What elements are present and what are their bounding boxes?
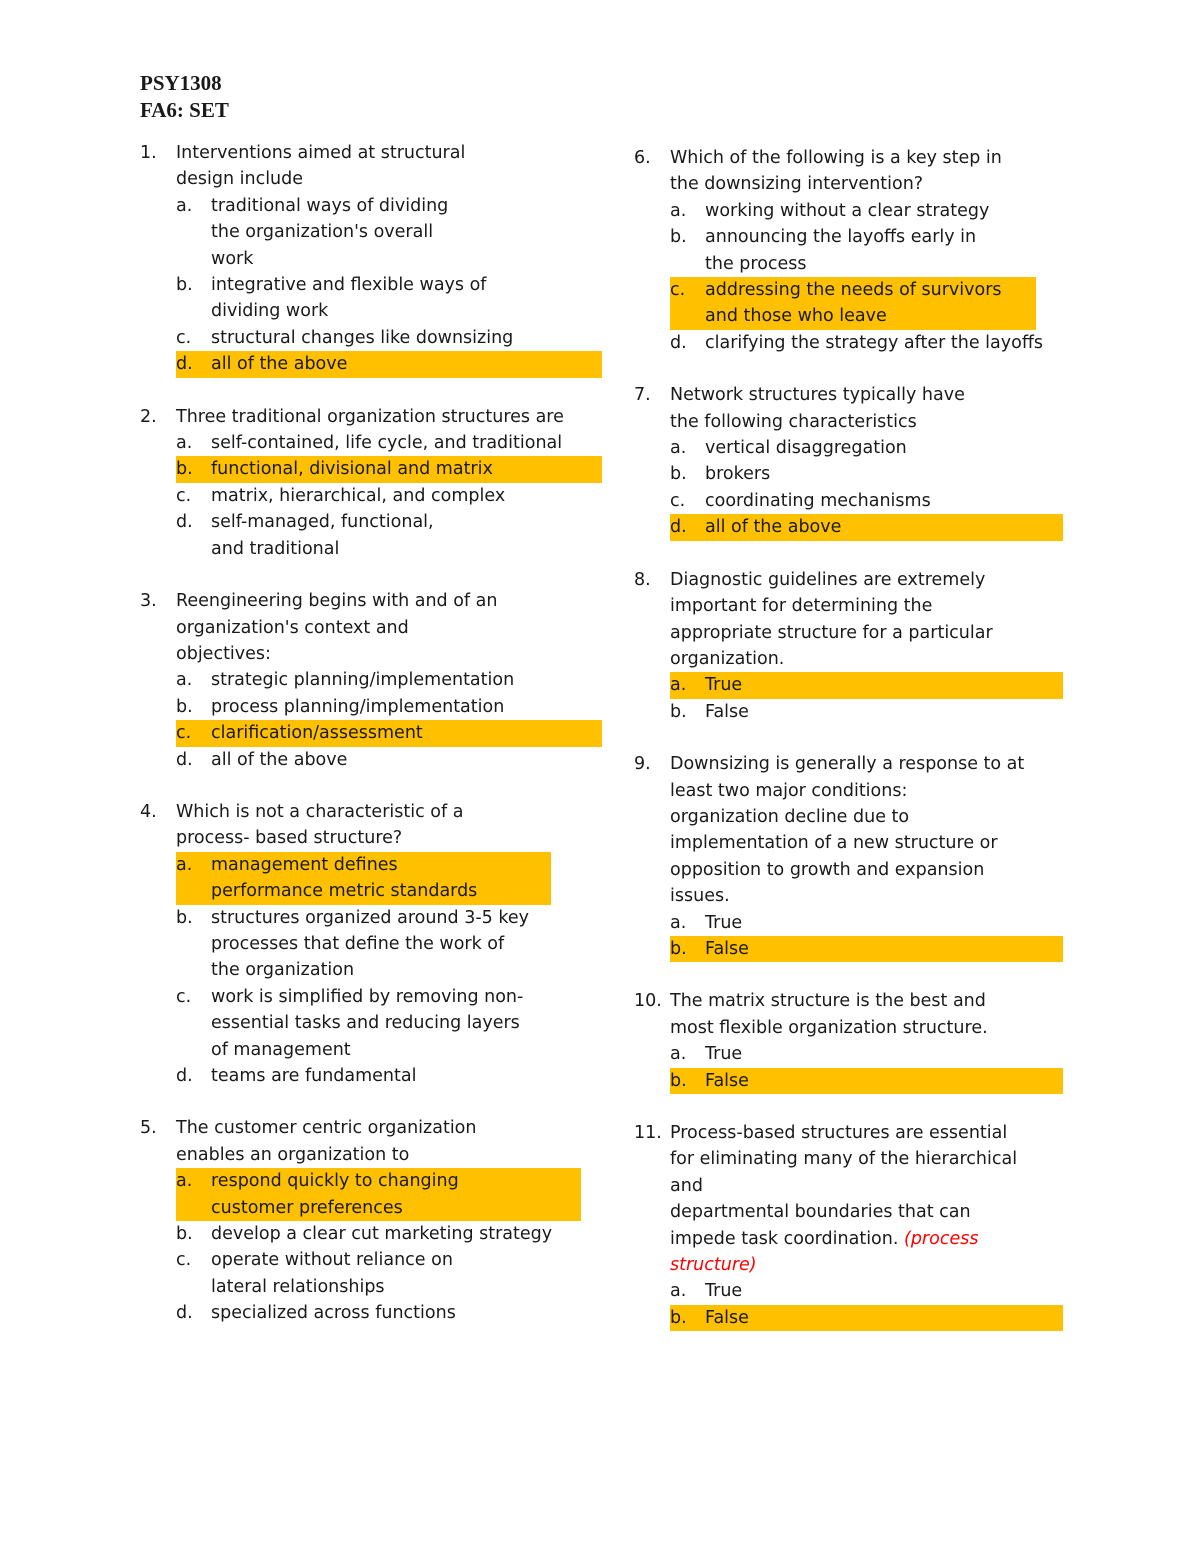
option-letter: d. — [670, 517, 687, 538]
question-3 — [140, 588, 580, 773]
option-text: all of the above — [211, 749, 348, 770]
question-text — [634, 1120, 1074, 1278]
option — [140, 325, 580, 351]
question-line: and — [670, 1175, 703, 1196]
option-letter: c. — [670, 490, 686, 511]
question-8 — [634, 567, 1074, 725]
question-text — [140, 140, 580, 193]
option-letter: a. — [670, 912, 687, 933]
option-text: True — [705, 675, 743, 696]
option-letter: b. — [670, 1070, 687, 1091]
option-text: coordinating mechanisms — [705, 490, 931, 511]
question-7 — [634, 382, 1074, 540]
option-text: structures organized around 3-5 key — [211, 907, 529, 928]
option-text: essential tasks and reducing layers — [211, 1013, 520, 1034]
option-text: develop a clear cut marketing strategy — [211, 1224, 553, 1245]
question-number: 9. — [634, 754, 651, 775]
option-letter: b. — [670, 227, 687, 248]
question-line: Interventions aimed at structural — [176, 143, 466, 163]
option-text: teams are fundamental — [211, 1066, 417, 1086]
question-line: Which of the following is a key step in — [670, 148, 1002, 168]
question-6 — [634, 145, 1074, 356]
option-letter: c. — [176, 723, 192, 744]
option-letter: c. — [176, 327, 192, 348]
option-text: True — [705, 912, 743, 933]
option-correct-answer — [176, 456, 602, 482]
option-text: True — [705, 1281, 743, 1302]
option-text: customer preferences — [211, 1197, 403, 1218]
option — [140, 1247, 580, 1300]
option-letter: a. — [670, 1281, 687, 1302]
question-line: Diagnostic guidelines are extremely — [670, 569, 986, 590]
question-line: The matrix structure is the best and — [670, 991, 986, 1012]
option-correct-answer — [670, 1068, 1063, 1094]
option — [634, 461, 1074, 487]
option-letter: a. — [670, 1044, 687, 1065]
question-line: Three traditional organization structures are — [176, 406, 564, 427]
option-text: specialized across functions — [211, 1303, 456, 1324]
question-line: organization. — [670, 648, 785, 669]
question-text — [634, 751, 1074, 909]
option-text: all of the above — [705, 517, 842, 538]
option-letter: c. — [176, 1250, 192, 1271]
option-letter: a. — [176, 433, 193, 454]
question-line: least two major conditions: — [670, 780, 908, 801]
option-correct-answer — [176, 852, 551, 905]
option — [634, 330, 1074, 356]
question-line: important for determining the — [670, 596, 933, 617]
option-text: functional, divisional and matrix — [211, 459, 493, 480]
question-9 — [634, 751, 1074, 962]
option-letter: b. — [176, 459, 193, 480]
option — [634, 198, 1074, 224]
option-letter: a. — [670, 438, 687, 459]
question-text — [634, 567, 1074, 673]
question-line: Which is not a characteristic of a — [176, 801, 464, 822]
set-title: FA6: SET — [140, 98, 229, 122]
option-text: strategic planning/implementation — [211, 670, 515, 691]
option-correct-answer — [670, 936, 1063, 962]
question-line: departmental boundaries that can — [670, 1202, 971, 1223]
question-line: organization's context and — [176, 617, 409, 638]
question-line: Reengineering begins with and of an — [176, 591, 498, 612]
option-text: brokers — [705, 464, 771, 485]
option-text: announcing the layoffs early in — [705, 227, 977, 248]
option-correct-answer — [670, 514, 1063, 540]
option-text: management defines — [211, 854, 398, 875]
question-number: 11. — [634, 1123, 662, 1143]
question-number: 7. — [634, 385, 651, 406]
question-text — [140, 1115, 580, 1168]
option-letter: b. — [670, 938, 687, 959]
question-line: appropriate structure for a particular — [670, 622, 993, 643]
option — [140, 193, 580, 272]
document-header — [140, 70, 229, 124]
option-text: False — [705, 1307, 749, 1328]
option — [140, 694, 580, 720]
option — [634, 435, 1074, 461]
question-11 — [634, 1120, 1074, 1331]
option-text: and those who leave — [705, 306, 887, 327]
option — [140, 272, 580, 325]
question-line: implementation of a new structure or — [670, 833, 998, 854]
question-number: 1. — [140, 143, 157, 163]
question-number: 8. — [634, 569, 651, 590]
option-text: operate without reliance on — [211, 1250, 453, 1271]
option-text: traditional ways of dividing — [211, 195, 449, 216]
question-line: objectives: — [176, 643, 271, 664]
option-letter: b. — [176, 696, 193, 717]
option-text: the process — [705, 253, 807, 274]
option-text: respond quickly to changing — [211, 1171, 459, 1192]
question-line: for eliminating many of the hierarchical — [670, 1149, 1018, 1170]
option-text: structural changes like downsizing — [211, 327, 514, 348]
question-line: issues. — [670, 886, 730, 907]
question-line: Network structures typically have — [670, 385, 965, 406]
option-letter: c. — [176, 986, 192, 1007]
option-text: all of the above — [211, 354, 348, 375]
question-text — [140, 404, 580, 430]
question-5 — [140, 1115, 580, 1326]
left-column — [140, 140, 580, 1327]
question-number: 3. — [140, 591, 157, 612]
option-letter: a. — [176, 670, 193, 691]
option-letter: d. — [176, 354, 193, 375]
option-text: processes that define the work of — [211, 933, 505, 954]
option-letter: a. — [670, 200, 687, 221]
question-1 — [140, 140, 580, 378]
option-text: performance metric standards — [211, 881, 478, 902]
option-text: work — [211, 248, 254, 269]
option-letter: c. — [176, 485, 192, 506]
option-text: self-managed, functional, — [211, 512, 434, 533]
option-letter: b. — [670, 464, 687, 485]
option-letter: a. — [176, 195, 193, 216]
option — [634, 699, 1074, 725]
question-number: 6. — [634, 148, 651, 168]
option-letter: c. — [670, 280, 686, 301]
option-letter: d. — [176, 512, 193, 533]
option — [634, 1041, 1074, 1067]
option — [140, 509, 580, 562]
course-code: PSY1308 — [140, 71, 222, 95]
option-correct-answer — [176, 720, 602, 746]
option-text: addressing the needs of survivors — [705, 280, 1002, 301]
option-letter: d. — [176, 1066, 193, 1086]
option-letter: a. — [176, 1171, 193, 1192]
option-correct-answer — [670, 277, 1036, 330]
option-text: working without a clear strategy — [705, 200, 990, 221]
option-letter: a. — [670, 675, 687, 696]
question-line: process- based structure? — [176, 828, 403, 849]
question-number: 10. — [634, 991, 662, 1012]
option — [140, 483, 580, 509]
question-text — [634, 988, 1074, 1041]
option-letter: d. — [670, 332, 687, 353]
option-correct-answer — [176, 351, 602, 377]
question-text — [140, 588, 580, 667]
question-line: The customer centric organization — [176, 1118, 477, 1139]
question-text — [634, 382, 1074, 435]
option — [140, 1300, 580, 1326]
option-text: False — [705, 701, 749, 722]
option-letter: b. — [176, 275, 193, 296]
answer-note: (process — [904, 1228, 979, 1249]
question-line: Process-based structures are essential — [670, 1123, 1008, 1143]
right-column — [634, 145, 1074, 1331]
question-line: opposition to growth and expansion — [670, 859, 985, 880]
option-correct-answer — [670, 672, 1063, 698]
option — [140, 667, 580, 693]
option — [140, 984, 580, 1063]
option-letter: a. — [176, 854, 193, 875]
option-text: matrix, hierarchical, and complex — [211, 485, 506, 506]
option-text: True — [705, 1044, 743, 1065]
question-line: Downsizing is generally a response to at — [670, 754, 1025, 775]
question-line: enables an organization to — [176, 1144, 410, 1165]
option-letter: b. — [670, 1307, 687, 1328]
question-line-with-note — [670, 1226, 1074, 1252]
answer-note: structure) — [670, 1255, 757, 1276]
option-text: the organization's overall — [211, 222, 434, 243]
question-line: the downsizing intervention? — [670, 174, 924, 195]
option — [634, 224, 1074, 277]
option — [140, 1063, 580, 1089]
option-text: self-contained, life cycle, and traditional — [211, 433, 563, 454]
option-text: the organization — [211, 960, 355, 981]
option-text: dividing work — [211, 301, 329, 322]
option-text: of management — [211, 1039, 351, 1060]
option-letter: d. — [176, 1303, 193, 1324]
option-letter: d. — [176, 749, 193, 770]
question-4 — [140, 799, 580, 1089]
question-line: design include — [176, 169, 304, 190]
option — [140, 1221, 580, 1247]
question-number: 2. — [140, 406, 157, 427]
question-text — [634, 145, 1074, 198]
option-text: vertical disaggregation — [705, 438, 907, 459]
option-text: integrative and flexible ways of — [211, 275, 487, 296]
question-2 — [140, 404, 580, 562]
question-line: organization decline due to — [670, 806, 910, 827]
option-text: process planning/implementation — [211, 696, 505, 717]
option-correct-answer — [176, 1168, 581, 1221]
question-text — [140, 799, 580, 852]
question-10 — [634, 988, 1074, 1094]
option-text: False — [705, 938, 749, 959]
option-correct-answer — [670, 1305, 1063, 1331]
option-letter: b. — [176, 907, 193, 928]
option-text: lateral relationships — [211, 1276, 385, 1297]
option — [140, 747, 580, 773]
option-text: and traditional — [211, 538, 340, 559]
option-letter: b. — [670, 701, 687, 722]
question-number: 4. — [140, 801, 157, 822]
question-line: the following characteristics — [670, 411, 917, 432]
question-line: most flexible organization structure. — [670, 1017, 988, 1038]
option-text: False — [705, 1070, 749, 1091]
question-number: 5. — [140, 1118, 157, 1139]
option — [634, 488, 1074, 514]
option-text: clarification/assessment — [211, 723, 423, 744]
option-text: clarifying the strategy after the layoffs — [705, 332, 1044, 353]
option — [140, 430, 580, 456]
option — [634, 910, 1074, 936]
option-text: work is simplified by removing non- — [211, 986, 524, 1007]
question-line: impede task coordination. — [670, 1228, 899, 1249]
option — [140, 905, 580, 984]
option-letter: b. — [176, 1224, 193, 1245]
option — [634, 1278, 1074, 1304]
